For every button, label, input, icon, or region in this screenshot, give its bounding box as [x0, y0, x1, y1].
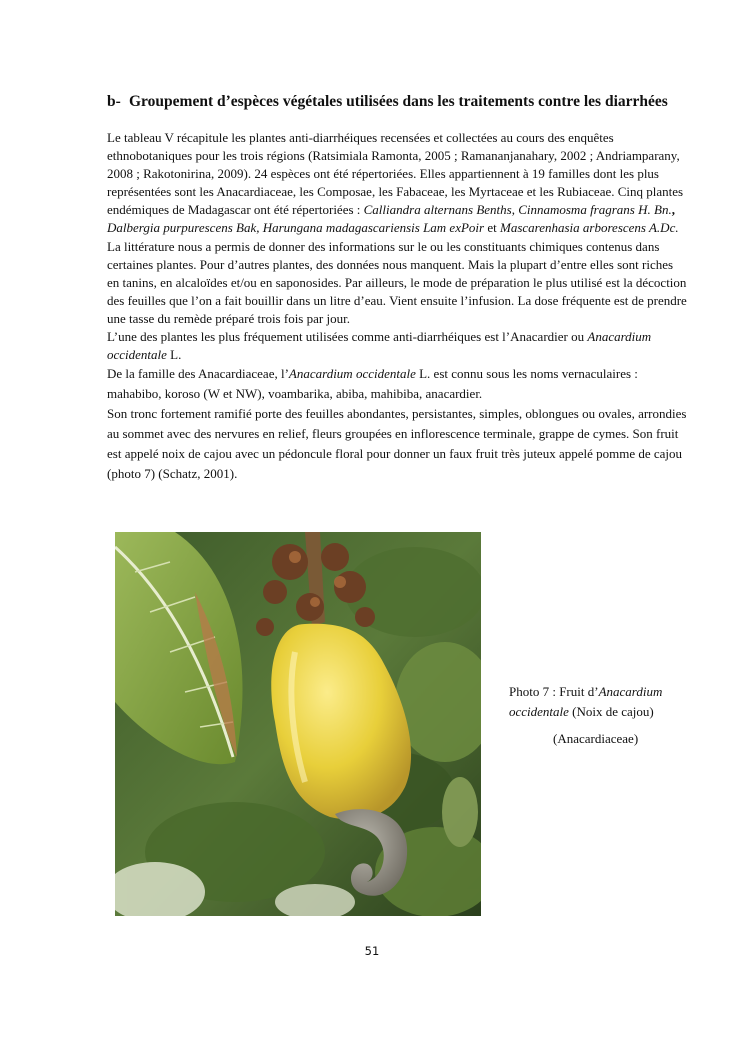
caption-prefix: Photo 7 : Fruit d’: [509, 684, 599, 699]
cashew-photo: [115, 532, 481, 916]
separator: et: [484, 220, 500, 236]
paragraph-3: [107, 364, 687, 404]
species-anacardium: Anacardium occidentale: [107, 329, 652, 363]
paragraph-2-text-a: L’une des plantes les plus fréquement utilisées comme anti-diarrhéiques est l’Anacardier ou: [107, 329, 588, 345]
section-heading: [107, 92, 687, 111]
caption-line: [509, 682, 709, 722]
separator: ,: [511, 202, 519, 218]
caption-family: (Anacardiaceae): [553, 731, 639, 746]
separator-bold: ,: [671, 202, 675, 218]
section-marker: b-: [107, 93, 121, 110]
paragraph-1: [107, 129, 687, 328]
paragraph-2: [107, 328, 687, 364]
page-number: 51: [364, 944, 380, 958]
caption-species: Anacardium occidentale: [509, 684, 663, 719]
species-anacardium: Anacardium occidentale: [288, 366, 416, 382]
body-text: [107, 129, 687, 484]
paragraph-1-text-a: Le tableau V récapitule les plantes anti-diarrhéiques recensées et collectées au cours des enquêtes ethnobotaniques pour les trois régions (Ratsimiala Ramonta, 2005 ; Ramananjanahary, 2002 ; Andriamparany, 2008 ; Rakotonirina, 2009). 24 espèces ont été répertoriées. Elles appartiennent à 19 familles dont les plus représentées sont les Anacardiaceae, les Composae, les Fabaceae, les Myrtaceae et les Rubiaceae. Cinq plantes endémiques de Madagascar ont été répertoriées :: [107, 130, 684, 218]
caption-suffix: (Noix de cajou): [568, 704, 654, 719]
paragraph-2-text-b: L.: [166, 347, 182, 363]
cashew-fruit-illustration: [115, 532, 481, 916]
section-title: Groupement d’espèces végétales utilisées dans les traitements contre les diarrhées: [129, 93, 668, 110]
species-calliandra: Calliandra alternans Benths: [363, 202, 512, 218]
paragraph-4: Son tronc fortement ramifié porte des feuilles abondantes, persistantes, simples, oblongues ou ovales, arrondies au sommet avec des nervures en relief, fleurs groupées en inflorescence terminale, grappe de cymes. Son fruit est appelé noix de cajou avec un pédoncule floral pour donner un faux fruit très juteux appelé pomme de cajou (photo 7) (Schatz, 2001).: [107, 406, 687, 482]
paragraph-3-text-b: L. est connu sous les noms vernaculaires : mahabibo, koroso (W et NW), voambarika, abiba, mahibiba, anacardier.: [107, 366, 638, 402]
species-dalbergia-harungana: Dalbergia purpurescens Bak, Harungana madagascariensis Lam exPoir: [107, 220, 485, 236]
paragraph-3-text-a: De la famille des Anacardiaceae, l’: [107, 366, 289, 382]
species-cinnamosma: Cinnamosma fragrans H. Bn.: [518, 202, 672, 218]
paragraph-1-text-b: La littérature nous a permis de donner des informations sur le ou les constituants chimiques contenus dans certaines plantes. Pour d’autres plantes, des données nous manquent. Mais la plupart d’entre elles sont riches en tanins, en alcaloïdes et/ou en saponosides. Par ailleurs, le mode de préparation le plus utilisé est la décoction des feuilles que l’on a fait bouillir dans un litre d’eau. Vient ensuite l’infusion. La dose fréquente est de prendre une tasse du remède préparé trois fois par jour.: [107, 238, 687, 326]
species-mascarenhasia: Mascarenhasia arborescens A.Dc.: [499, 220, 679, 236]
photo-caption: [509, 682, 709, 749]
